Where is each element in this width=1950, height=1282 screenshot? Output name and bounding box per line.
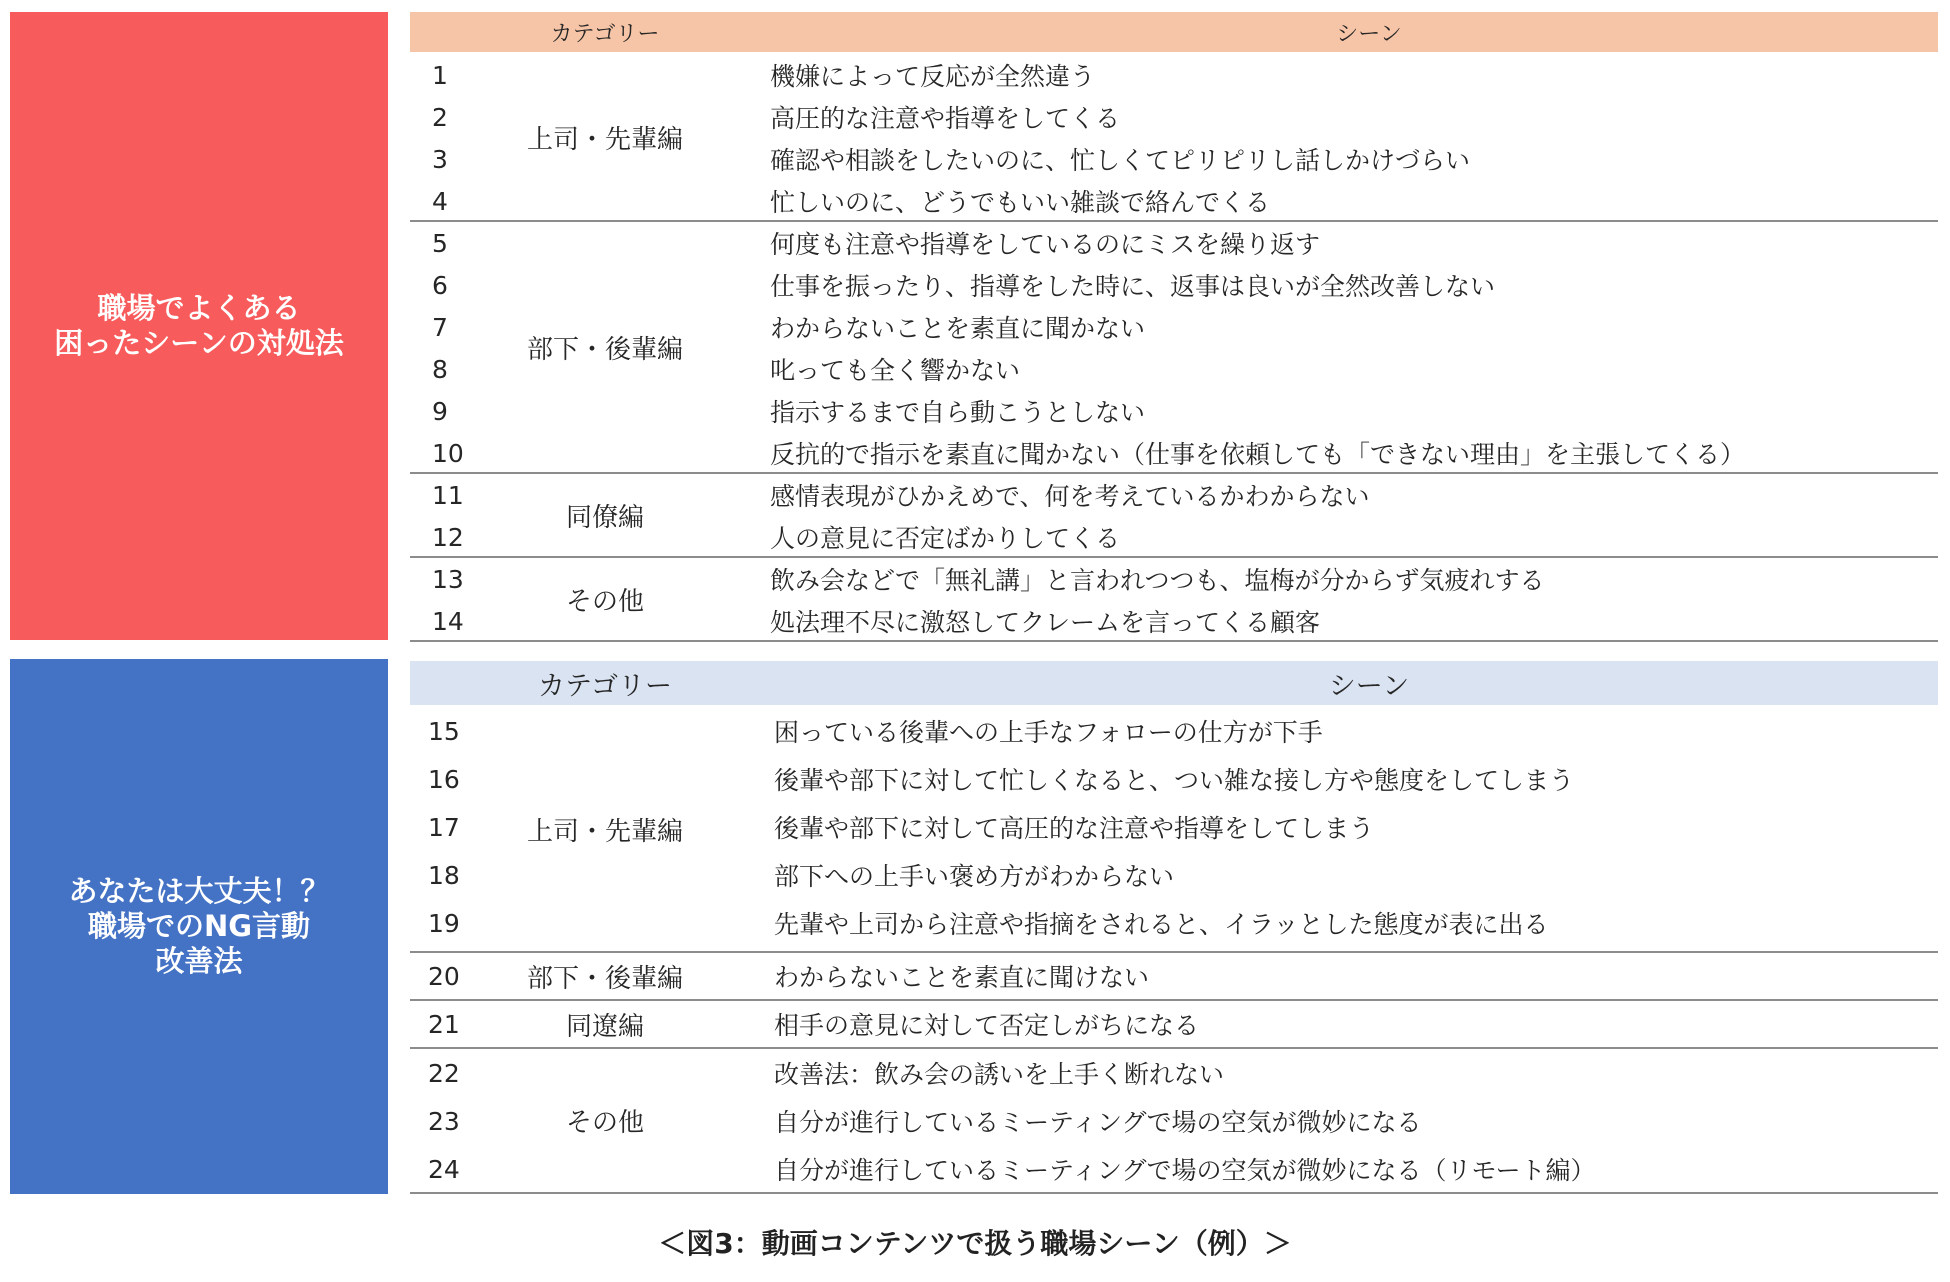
row-number: 19	[428, 908, 460, 938]
row-number: 12	[432, 522, 464, 552]
row-number: 6	[432, 270, 448, 300]
table-row	[410, 1145, 1938, 1193]
group-subordinate-junior	[410, 953, 1938, 1001]
row-number: 20	[428, 961, 460, 991]
row-number: 16	[428, 764, 460, 794]
row-number: 3	[432, 144, 448, 174]
row-scene: わからないことを素直に聞けない	[774, 963, 1150, 992]
table-row	[410, 390, 1938, 432]
row-number: 10	[432, 438, 464, 468]
row-number: 8	[432, 354, 448, 384]
row-scene: 飲み会などで「無礼講」と言われつつも、塩梅が分からず気疲れする	[770, 566, 1545, 595]
row-scene: 相手の意見に対して否定しがちになる	[774, 1011, 1200, 1040]
row-number: 4	[432, 186, 448, 216]
row-scene: 忙しいのに、どうでもいい雑談で絡んでくる	[770, 188, 1271, 217]
group-boss-senior	[410, 707, 1938, 953]
row-scene: 反抗的で指示を素直に聞かない（仕事を依頼しても「できない理由」を主張してくる）	[770, 440, 1746, 469]
category-cell: その他	[565, 1108, 644, 1138]
table-row	[410, 558, 1938, 600]
row-number: 5	[432, 228, 448, 258]
scenes-table-2	[410, 659, 1938, 1194]
header-scene: シーン	[1328, 670, 1410, 702]
group-colleague	[410, 1001, 1938, 1049]
section-title-common-scenes: 職場でよくある 困ったシーンの対処法	[10, 12, 388, 640]
row-scene: 叱っても全く響かない	[770, 356, 1021, 385]
table-row	[410, 1097, 1938, 1145]
table-row	[410, 306, 1938, 348]
row-scene: 後輩や部下に対して忙しくなると、つい雑な接し方や態度をしてしまう	[774, 766, 1575, 795]
table-row	[410, 96, 1938, 138]
table-row	[410, 348, 1938, 390]
section-title-ng-behavior: あなたは大丈夫！？ 職場でのNG言動 改善法	[10, 659, 388, 1194]
table-row	[410, 707, 1938, 755]
category-cell: 同遼編	[565, 1011, 644, 1042]
group-colleague	[410, 474, 1938, 558]
row-scene: 指示するまで自ら動こうとしない	[770, 398, 1146, 427]
category-cell: 同僚編	[565, 502, 644, 533]
row-number: 24	[428, 1154, 460, 1184]
row-scene: 何度も注意や指導をしているのにミスを繰り返す	[770, 230, 1321, 259]
row-number: 21	[428, 1009, 460, 1039]
table-row	[410, 899, 1938, 947]
row-number: 14	[432, 606, 464, 636]
category-cell: 部下・後輩編	[526, 963, 683, 994]
row-number: 17	[428, 812, 460, 842]
header-scene: シーン	[1336, 21, 1402, 47]
table-row	[410, 1001, 1938, 1047]
row-number: 2	[432, 102, 448, 132]
row-scene: 後輩や部下に対して高圧的な注意や指導をしてしまう	[774, 814, 1375, 843]
category-cell: 上司・先輩編	[526, 124, 683, 155]
row-number: 15	[428, 716, 460, 746]
row-scene: 自分が進行しているミーティングで場の空気が微妙になる	[774, 1108, 1422, 1137]
section-ng-behavior	[0, 659, 1950, 1194]
category-cell: その他	[565, 586, 644, 617]
category-cell: 上司・先輩編	[526, 816, 683, 847]
row-scene: 仕事を振ったり、指導をした時に、返事は良いが全然改善しない	[770, 272, 1496, 301]
table-row	[410, 803, 1938, 851]
section-common-scenes	[0, 12, 1950, 640]
row-scene: 先輩や上司から注意や指摘をされると、イラッとした態度が表に出る	[774, 910, 1549, 939]
group-subordinate-junior	[410, 222, 1938, 474]
table-row	[410, 264, 1938, 306]
table-row	[410, 516, 1938, 558]
table-row	[410, 54, 1938, 96]
table-row	[410, 600, 1938, 642]
group-boss-senior	[410, 54, 1938, 222]
row-number: 9	[432, 396, 448, 426]
row-number: 11	[432, 480, 464, 510]
table-row	[410, 755, 1938, 803]
row-number: 13	[432, 564, 464, 594]
table-header	[410, 661, 1938, 705]
row-scene: 人の意見に否定ばかりしてくる	[770, 524, 1121, 553]
figure-caption: ＜図3：動画コンテンツで扱う職場シーン（例）＞	[658, 1227, 1292, 1260]
row-scene: 感情表現がひかえめで、何を考えているかわからない	[770, 482, 1370, 511]
scenes-table-1	[410, 12, 1938, 640]
row-scene: 困っている後輩への上手なフォローの仕方が下手	[774, 718, 1323, 747]
row-scene: 確認や相談をしたいのに、忙しくてピリピリし話しかけづらい	[770, 146, 1471, 175]
table-row	[410, 138, 1938, 180]
table-row	[410, 851, 1938, 899]
row-scene: わからないことを素直に聞かない	[770, 314, 1146, 343]
table-row	[410, 1049, 1938, 1097]
table-row	[410, 222, 1938, 264]
header-category: カテゴリー	[550, 21, 660, 47]
row-number: 23	[428, 1106, 460, 1136]
group-other	[410, 1049, 1938, 1194]
row-scene: 改善法：飲み会の誘いを上手く断れない	[774, 1060, 1225, 1089]
row-number: 1	[432, 60, 448, 90]
row-number: 7	[432, 312, 448, 342]
table-row	[410, 953, 1938, 999]
row-scene: 処法理不尽に激怒してクレームを言ってくる顧客	[770, 608, 1321, 637]
row-number: 22	[428, 1058, 460, 1088]
table-header	[410, 12, 1938, 52]
category-cell: 部下・後輩編	[526, 334, 683, 365]
group-other	[410, 558, 1938, 642]
row-scene: 機嫌によって反応が全然違う	[770, 62, 1096, 91]
row-scene: 自分が進行しているミーティングで場の空気が微妙になる（リモート編）	[774, 1156, 1596, 1185]
table-row	[410, 432, 1938, 474]
header-category: カテゴリー	[538, 670, 672, 702]
row-scene: 高圧的な注意や指導をしてくる	[770, 104, 1121, 133]
table-row	[410, 180, 1938, 222]
row-number: 18	[428, 860, 460, 890]
row-scene: 部下への上手い褒め方がわからない	[774, 862, 1175, 891]
table-row	[410, 474, 1938, 516]
